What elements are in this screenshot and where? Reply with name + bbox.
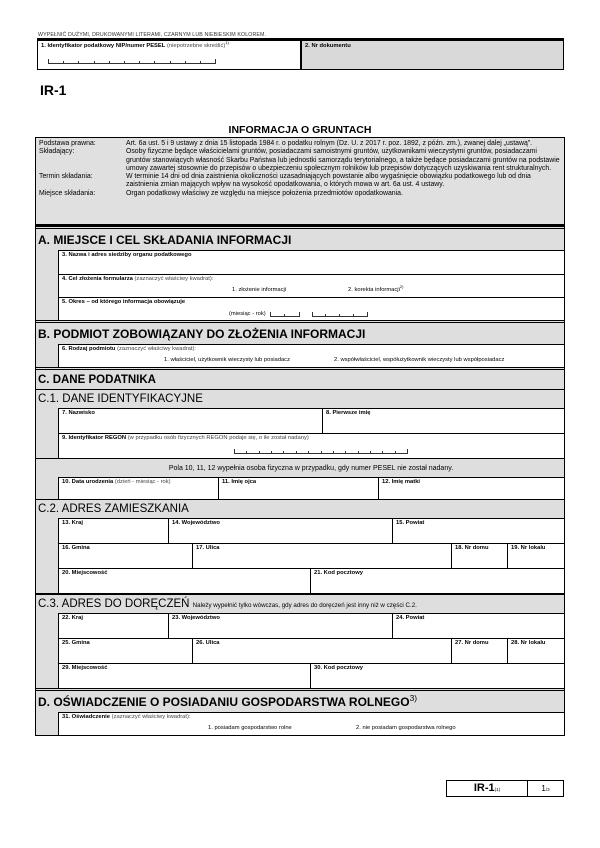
- f8-label: 8. Pierwsze imię: [326, 410, 371, 416]
- f20-locality-field[interactable]: [59, 569, 311, 593]
- section-c1-fields: [58, 408, 564, 458]
- section-c3-fields: [58, 613, 564, 688]
- f9-regon-comb[interactable]: [234, 449, 408, 454]
- f5-month-comb[interactable]: [270, 312, 300, 317]
- section-b-heading: B. PODMIOT ZOBOWIĄZANY DO ZŁOŻENIA INFORMACJI: [36, 320, 564, 344]
- f29-locality-field[interactable]: [59, 664, 311, 688]
- footer-version: (1): [494, 787, 501, 792]
- f10-hint: (dzień - miesiąc - rok): [114, 479, 171, 485]
- f6-entity-type-field: [59, 345, 564, 367]
- legal-row-deadline: [39, 173, 561, 190]
- section-c2-heading: C.2. ADRES ZAMIESZKANIA: [36, 499, 564, 518]
- legal-value: Osoby fizyczne będące właścicielami gruntów, posiadaczami samoistnymi gruntów, użytkownikami wieczystymi gruntów, posiadaczami gruntów stanowiących własność Skarbu Państwa lub jednostki samorządu terytorialnego, a także będące posiadaczami gruntów na podstawie umowy zawartej stosownie do przepisów o ubezpieczeniu społecznym rolników lub przepisów dotyczących uzyskiwania rent strukturalnych.: [126, 148, 560, 172]
- f13-label: 13. Kraj: [62, 520, 83, 526]
- f8-first-name-field[interactable]: [323, 409, 564, 433]
- f25-commune-field[interactable]: [59, 639, 193, 663]
- f4-option-correction[interactable]: [348, 284, 404, 293]
- nip-pesel-field[interactable]: [38, 41, 302, 69]
- legal-label: Miejsce składania:: [39, 189, 96, 197]
- f3-label: 3. Nazwa i adres siedziby organu podatkowego: [62, 252, 192, 258]
- fields-10-12-note: Pola 10, 11, 12 wypełnia osoba fizyczna w przypadku, gdy numer PESEL nie został nadany.: [36, 458, 564, 477]
- f31-declaration-field: [59, 713, 564, 735]
- f24-county-field[interactable]: [393, 614, 564, 638]
- page-footer: [446, 780, 564, 797]
- f10-birth-date-field[interactable]: [59, 478, 219, 499]
- f22-country-field[interactable]: [59, 614, 169, 638]
- f5-year-comb[interactable]: [312, 312, 368, 317]
- f6-option-coowner[interactable]: 2. współwłaściciel, współużytkownik wieczysty lub współposiadacz: [334, 357, 505, 363]
- f16-label: 16. Gmina: [62, 545, 90, 551]
- f12-label: 12. Imię matki: [382, 479, 421, 485]
- footnote-ref: 1): [225, 40, 229, 46]
- section-d-fields: [58, 712, 564, 735]
- nip-pesel-label: 1. Identyfikator podatkowy NIP/numer PESEL: [41, 43, 166, 49]
- fill-instruction: WYPEŁNIĆ DUŻYMI, DRUKOWANYMI LITERAMI, CZARNYM LUB NIEBIESKIM KOLOREM.: [38, 32, 267, 38]
- page-title: INFORMACJA O GRUNTACH: [228, 124, 372, 136]
- f13-country-field[interactable]: [59, 519, 169, 543]
- nip-comb-input[interactable]: [48, 59, 216, 64]
- f25-label: 25. Gmina: [62, 640, 90, 646]
- footer-page: 1: [541, 784, 546, 793]
- f31-option-not-own[interactable]: 2. nie posiadam gospodarstwa rolnego: [356, 725, 456, 731]
- f20-label: 20. Miejscowość: [62, 570, 108, 576]
- f31-hint: (zaznaczyć właściwy kwadrat):: [111, 714, 191, 720]
- legal-info-box: [35, 137, 565, 225]
- f21-label: 21. Kod pocztowy: [314, 570, 363, 576]
- footer-page-number: [528, 781, 563, 796]
- f31-label: 31. Oświadczenie: [62, 714, 111, 720]
- f14-voivodeship-field[interactable]: [169, 519, 393, 543]
- f17-label: 17. Ulica: [196, 545, 220, 551]
- f7-label: 7. Nazwisko: [62, 410, 95, 416]
- section-c3-title: C.3. ADRES DO DORĘCZEŃ: [38, 598, 190, 610]
- f11-label: 11. Imię ojca: [222, 479, 257, 485]
- f11-father-name-field[interactable]: [219, 478, 379, 499]
- f28-apartment-no-field[interactable]: [508, 639, 564, 663]
- section-c3-note: Należy wypełnić tylko wówczas, gdy adres do doręczeń jest inny niż w części C.2.: [192, 602, 417, 609]
- f5-period-field: [59, 298, 564, 320]
- legal-row-place: [39, 190, 561, 198]
- f23-voivodeship-field[interactable]: [169, 614, 393, 638]
- legal-label: Podstawa prawna:: [39, 140, 96, 147]
- f4-hint: (zaznaczyć właściwy kwadrat):: [134, 276, 214, 282]
- legal-label: Składający:: [39, 148, 75, 156]
- f16-commune-field[interactable]: [59, 544, 193, 568]
- f21-postal-code-field[interactable]: [311, 569, 564, 593]
- footer-code: IR-1: [473, 782, 495, 794]
- section-a-fields: [58, 250, 564, 320]
- f4-option-submission[interactable]: 1. złożenie informacji: [232, 287, 287, 293]
- f10-label: 10. Data urodzenia: [62, 479, 114, 485]
- f31-option-own[interactable]: 1. posiadam gospodarstwo rolne: [208, 725, 292, 731]
- footer-form-code: [447, 781, 528, 796]
- f6-hint: (zaznaczyć właściwy kwadrat):: [117, 346, 197, 352]
- form-code: IR-1: [40, 82, 67, 98]
- f18-house-no-field[interactable]: [452, 544, 508, 568]
- f26-street-field[interactable]: [193, 639, 452, 663]
- f14-label: 14. Województwo: [172, 520, 220, 526]
- f19-label: 19. Nr lokalu: [511, 545, 546, 551]
- document-number-field: [302, 41, 563, 69]
- section-c-heading: C. DANE PODATNIKA: [36, 367, 564, 389]
- f19-apartment-no-field[interactable]: [508, 544, 564, 568]
- f17-street-field[interactable]: [193, 544, 452, 568]
- legal-label: Termin składania:: [39, 173, 93, 181]
- f29-label: 29. Miejscowość: [62, 665, 108, 671]
- f6-label: 6. Rodzaj podmiotu: [62, 346, 116, 352]
- section-b-fields: [58, 344, 564, 367]
- top-id-box: [37, 40, 564, 70]
- f3-tax-office-field[interactable]: [59, 251, 564, 274]
- legal-row-filer: [39, 148, 561, 173]
- section-d-title: D. OŚWIADCZENIE O POSIADANIU GOSPODARSTWA ROLNEGO: [38, 695, 410, 709]
- f4-label: 4. Cel złożenia formularza: [62, 276, 133, 282]
- legal-value: Art. 6a ust. 5 i 9 ustawy z dnia 15 listopada 1984 r. o podatku rolnym (Dz. U. z 2017 r. poz. 1892, z późn. zm.), zwanej dalej „ustawą”.: [126, 140, 532, 147]
- f23-label: 23. Województwo: [172, 615, 220, 621]
- f9-label: 9. Identyfikator REGON: [62, 435, 127, 441]
- form-body: [35, 225, 565, 736]
- section-c1-extra-fields: [58, 477, 564, 499]
- f22-label: 22. Kraj: [62, 615, 83, 621]
- section-c3-heading: [36, 593, 564, 613]
- f30-postal-code-field[interactable]: [311, 664, 564, 688]
- f4-purpose-field: [59, 275, 564, 297]
- f4-option-correction-label: 2. korekta informacji: [348, 287, 400, 293]
- f30-label: 30. Kod pocztowy: [314, 665, 363, 671]
- footnote-ref: 2): [399, 284, 404, 290]
- f9-regon-field: [59, 434, 564, 458]
- f24-label: 24. Powiat: [396, 615, 425, 621]
- section-d-heading: [36, 688, 564, 712]
- nip-pesel-hint: (niepotrzebne skreślić): [166, 43, 226, 49]
- legal-row-basis: [39, 140, 561, 148]
- f6-option-owner[interactable]: 1. właściciel, użytkownik wieczysty lub posiadacz: [164, 357, 290, 363]
- f7-surname-field[interactable]: [59, 409, 323, 433]
- f15-label: 15. Powiat: [396, 520, 425, 526]
- document-number-label: 2. Nr dokumentu: [305, 43, 351, 49]
- f27-label: 27. Nr domu: [455, 640, 489, 646]
- f5-hint: (miesiąc - rok): [229, 311, 266, 317]
- f26-label: 26. Ulica: [196, 640, 220, 646]
- section-c1-heading: C.1. DANE IDENTYFIKACYJNE: [36, 389, 564, 408]
- footnote-ref: 3): [409, 693, 418, 703]
- section-c2-fields: [58, 518, 564, 593]
- f12-mother-name-field[interactable]: [379, 478, 564, 499]
- legal-value: Organ podatkowy właściwy ze względu na miejsce położenia przedmiotów opodatkowania.: [126, 189, 403, 197]
- f18-label: 18. Nr domu: [455, 545, 489, 551]
- f9-hint: (w przypadku osób fizycznych REGON podaje się, o ile został nadany): [127, 435, 309, 441]
- footer-total: /3: [545, 787, 550, 792]
- f28-label: 28. Nr lokalu: [511, 640, 546, 646]
- f5-label: 5. Okres – od którego informacja obowiązuje: [62, 299, 186, 305]
- section-a-heading: A. MIEJSCE I CEL SKŁADANIA INFORMACJI: [36, 226, 564, 250]
- f27-house-no-field[interactable]: [452, 639, 508, 663]
- legal-value: W terminie 14 dni od dnia zaistnienia okoliczności uzasadniających powstanie albo wygaśnięcie obowiązku podatkowego lub od dnia zaistnienia zmian mających wpływ na wysokość opodatkowania, o których mowa w art. 6a ust. 4 ustawy.: [126, 173, 531, 189]
- f15-county-field[interactable]: [393, 519, 564, 543]
